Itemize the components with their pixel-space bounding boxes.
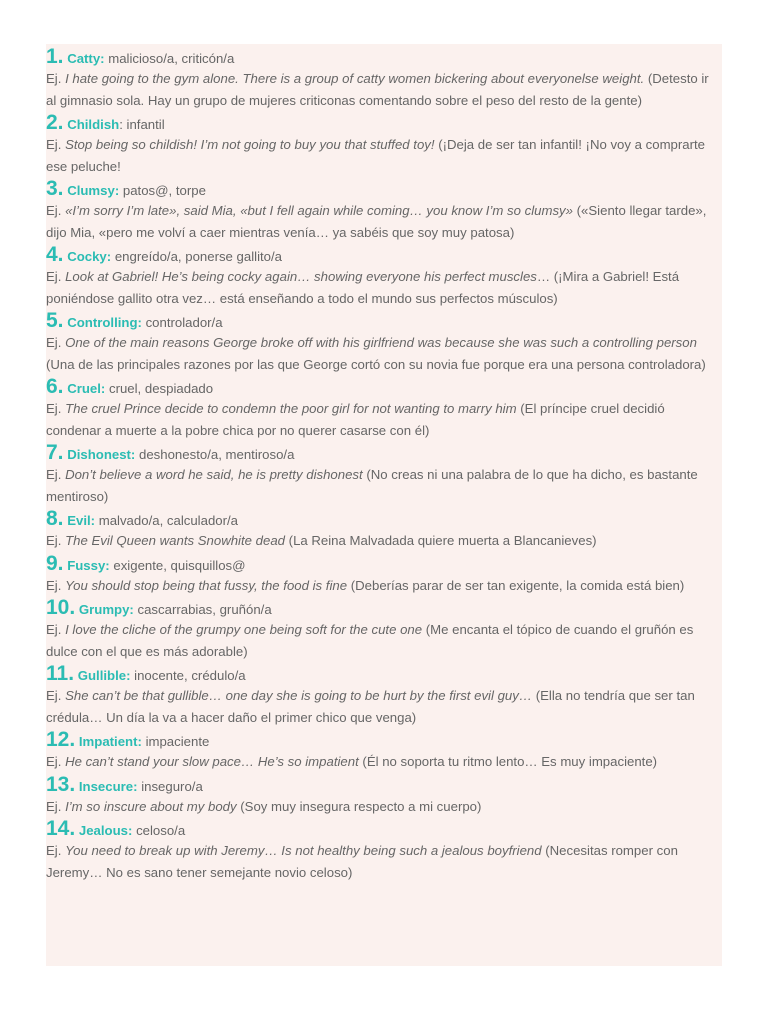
- entry-term: Evil:: [67, 513, 96, 528]
- entry-number: 13.: [46, 772, 76, 796]
- example-english: You should stop being that fussy, the food is fine: [65, 577, 348, 593]
- entry-term: Impatient:: [78, 734, 142, 749]
- entry-definition: engreído/a, ponerse gallito/a: [114, 249, 283, 264]
- example-prefix: Ej.: [46, 688, 62, 703]
- entry-number: 8.: [46, 507, 64, 530]
- entry-number: 12.: [46, 728, 76, 751]
- entry-definition: exigente, quisquillos@: [113, 557, 246, 573]
- example-english: She can’t be that gullible… one day she is going to be hurt by the first evil guy…: [65, 688, 533, 703]
- example-english: The cruel Prince decide to condemn the poor girl for not wanting to marry him: [65, 401, 517, 416]
- vocab-entry: [46, 441, 722, 507]
- entry-number: 3.: [46, 177, 64, 200]
- example-english: You need to break up with Jeremy… Is not healthy being such a jealous boyfriend: [65, 843, 542, 858]
- example-spanish: («Siento llegar tarde», dijo Mia, «pero me volví a caer mientras venía… ya sabéis que soy muy patosa): [46, 203, 707, 240]
- entry-example: [46, 530, 722, 552]
- example-english: The Evil Queen wants Snowhite dead: [65, 533, 285, 548]
- entry-number: 9.: [46, 551, 64, 575]
- entry-term: Catty:: [67, 51, 105, 66]
- vocab-entry: [46, 773, 722, 818]
- example-prefix: Ej.: [46, 622, 62, 637]
- example-english: He can’t stand your slow pace… He’s so impatient: [65, 754, 359, 769]
- entry-term: Jealous:: [78, 823, 133, 838]
- entry-example: [46, 751, 722, 773]
- entry-number: 11.: [46, 662, 75, 685]
- example-prefix: Ej.: [46, 71, 62, 86]
- entry-term: Cocky:: [67, 249, 112, 264]
- example-english: Look at Gabriel! He’s being cocky again… showing everyone his perfect muscles: [65, 269, 537, 284]
- entry-heading: [46, 728, 722, 751]
- entry-number: 1.: [46, 45, 64, 68]
- example-prefix: Ej.: [46, 533, 62, 548]
- entry-definition: deshonesto/a, mentiroso/a: [139, 447, 295, 462]
- entry-example: [46, 200, 722, 243]
- entry-example: [46, 464, 722, 507]
- entry-example: [46, 619, 722, 662]
- entry-term: Clumsy:: [67, 183, 120, 198]
- example-spanish: (Ella no tendría que ser tan crédula… Un día la va a hacer daño el primer chico que venga): [46, 688, 695, 725]
- entry-example: [46, 266, 722, 309]
- vocab-entry: [46, 728, 722, 773]
- entry-term: Fussy:: [67, 557, 110, 573]
- example-spanish: (No creas ni una palabra de lo que ha dicho, es bastante mentiroso): [46, 467, 698, 504]
- example-prefix: Ej.: [46, 137, 62, 152]
- example-prefix: Ej.: [46, 401, 62, 416]
- entry-definition: cascarrabias, gruñón/a: [137, 602, 272, 617]
- example-spanish: (Soy muy insegura respecto a mi cuerpo): [240, 798, 482, 814]
- entry-heading: [46, 596, 722, 619]
- entry-number: 7.: [46, 441, 64, 464]
- entry-heading: [46, 817, 722, 840]
- entry-term: Dishonest:: [67, 447, 136, 462]
- example-english: Stop being so childish! I’m not going to buy you that stuffed toy!: [65, 137, 435, 152]
- example-spanish: (¡Deja de ser tan infantil! ¡No voy a comprarte ese peluche!: [46, 137, 706, 174]
- entry-example: [46, 68, 722, 111]
- entry-heading: [46, 441, 722, 464]
- example-english: One of the main reasons George broke off with his girlfriend was because she was such a controlling person: [65, 335, 697, 350]
- example-spanish: (Él no soporta tu ritmo lento… Es muy impaciente): [362, 754, 658, 769]
- entry-heading: [46, 309, 722, 332]
- vocab-entry: [46, 309, 722, 375]
- entry-example: [46, 398, 722, 441]
- example-english: I’m so inscure about my body: [65, 798, 237, 814]
- entry-definition: infantil: [126, 117, 165, 132]
- entry-example: [46, 685, 722, 728]
- entry-number: 10.: [46, 596, 76, 619]
- entry-term: Grumpy:: [78, 602, 134, 617]
- vocabulary-list: [46, 45, 722, 883]
- entry-heading: [46, 507, 722, 530]
- entry-term: Controlling:: [67, 315, 142, 330]
- entry-definition: celoso/a: [136, 823, 186, 838]
- entry-definition: malicioso/a, criticón/a: [108, 51, 235, 66]
- example-prefix: Ej.: [46, 335, 62, 350]
- example-english: Don’t believe a word he said, he is pretty dishonest: [65, 467, 363, 482]
- entry-definition: malvado/a, calculador/a: [98, 513, 238, 528]
- example-spanish: (Una de las principales razones por las que George cortó con su novia fue porque era una persona controladora): [46, 356, 706, 372]
- example-prefix: Ej.: [46, 203, 62, 218]
- example-spanish: (Me encanta el tópico de cuando el gruñón es dulce con el que es más adorable): [46, 622, 694, 659]
- vocab-entry: [46, 177, 722, 243]
- example-spanish: (Necesitas romper con Jeremy… No es sano tener semejante novio celoso): [46, 843, 678, 880]
- entry-number: 4.: [46, 243, 64, 266]
- entry-term: Cruel:: [67, 381, 106, 396]
- entry-definition: impaciente: [145, 734, 210, 749]
- vocab-entry: [46, 375, 722, 441]
- entry-number: 2.: [46, 111, 64, 134]
- entry-number: 5.: [46, 309, 64, 332]
- example-spanish: … (¡Mira a Gabriel! Está poniéndose gallito otra vez… está enseñando a todo el mundo sus perfectos músculos): [46, 269, 680, 306]
- entry-term: Childish: [67, 117, 120, 132]
- example-english: I love the cliche of the grumpy one being soft for the cute one: [65, 622, 423, 637]
- entry-definition: controlador/a: [145, 315, 223, 330]
- vocab-entry: [46, 552, 722, 597]
- vocab-entry: [46, 507, 722, 552]
- entry-heading: 2. Childish: infantil: [46, 111, 165, 134]
- entry-definition: inocente, crédulo/a: [134, 668, 246, 683]
- vocab-entry: [46, 817, 722, 883]
- entry-term: Insecure:: [78, 778, 138, 794]
- entry-heading: [46, 552, 722, 575]
- vocab-entry: [46, 662, 722, 728]
- entry-example: [46, 332, 722, 375]
- entry-example: [46, 575, 722, 597]
- example-prefix: Ej.: [46, 269, 62, 284]
- example-prefix: Ej.: [46, 467, 62, 482]
- example-english: «I’m sorry I’m late», said Mia, «but I fell again while coming… you know I’m so clumsy»: [65, 203, 573, 218]
- entry-number: 14.: [46, 817, 76, 840]
- example-spanish: (La Reina Malvadada quiere muerta a Blancanieves): [288, 533, 597, 548]
- vocab-entry: [46, 243, 722, 309]
- example-spanish: (El príncipe cruel decidió condenar a muerte a la pobre chica por no querer casarse con él): [46, 401, 665, 438]
- example-spanish: (Detesto ir al gimnasio sola. Hay un grupo de mujeres criticonas comentando sobre el peso del resto de la gente): [46, 71, 709, 108]
- entry-heading: [46, 375, 722, 398]
- entry-heading: [46, 243, 722, 266]
- example-prefix: Ej.: [46, 798, 62, 814]
- entry-heading: [46, 45, 722, 68]
- vocab-entry: [46, 596, 722, 662]
- example-prefix: Ej.: [46, 577, 62, 593]
- entry-example: [46, 840, 722, 883]
- entry-number: 6.: [46, 375, 64, 398]
- entry-heading: [46, 773, 722, 796]
- entry-example: [46, 134, 722, 177]
- entry-heading: [46, 177, 722, 200]
- entry-term: Gullible:: [77, 668, 131, 683]
- entry-heading: [46, 662, 722, 685]
- entry-definition: cruel, despiadado: [108, 381, 214, 396]
- example-prefix: Ej.: [46, 754, 62, 769]
- entry-definition: inseguro/a: [141, 778, 203, 794]
- example-spanish: (Deberías parar de ser tan exigente, la comida está bien): [350, 577, 685, 593]
- vocab-entry: [46, 45, 722, 111]
- entry-example: [46, 796, 722, 818]
- example-english: I hate going to the gym alone. There is a group of catty women bickering about everyonelse weight.: [65, 71, 645, 86]
- example-prefix: Ej.: [46, 843, 62, 858]
- vocab-entry: [46, 111, 722, 177]
- entry-definition: patos@, torpe: [122, 183, 206, 198]
